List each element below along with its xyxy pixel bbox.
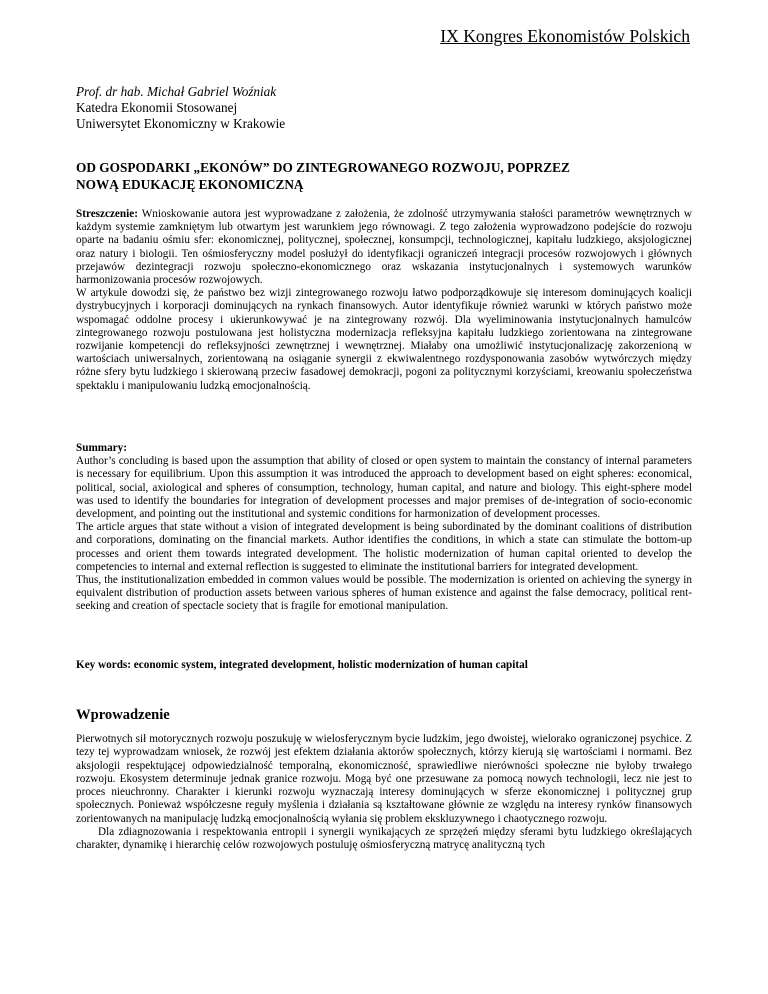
summary-label: Summary: [76, 442, 127, 454]
abstract-label: Streszczenie: [76, 208, 138, 220]
section-body [76, 733, 692, 853]
section-heading: Wprowadzenie [76, 707, 170, 723]
paper-title-line-1: OD GOSPODARKI „EKONÓW” DO ZINTEGROWANEGO ROZWOJU, POPRZEZ [76, 160, 570, 175]
congress-header: IX Kongres Ekonomistów Polskich [440, 26, 690, 46]
summary-paragraph-1: Author’s concluding is based upon the assumption that ability of closed or open system to maintain the constancy of internal parameters is necessary for equilibrium. Upon this assumption it was introduced the approach to development based on eight spheres: economical, political, social, axiological and spheres of consumption, technology, human capital, and nature and biology. This eight-sphere model was used to identify the boundaries for integration of development processes and major premises of de-integration of socio-economic development, and pointing out the institutional and systemic conditions for harmonization of development processes. [76, 455, 692, 521]
paper-title [76, 160, 696, 193]
author-department: Katedra Ekonomii Stosowanej [76, 100, 238, 115]
abstract-paragraph-1: Wnioskowanie autora jest wyprowadzane z założenia, że zdolność utrzymywania stałości parametrów wewnętrznych w każdym systemie zamkniętym lub otwartym jest warunkiem jego równowagi. Z tego założenia wyprowadzono podejście do rozwoju oparte na badaniu ośmiu sfer: ekonomicznej, politycznej, społecznej, konsumpcji, technologicznej, kapitału ludzkiego, aksjologicznej oraz natury i biologii. Ten ośmiosferyczny model posłużył do identyfikacji ograniczeń integracji procesów rozwojowych i głównych przejawów dezintegracji rozwoju społeczno-ekonomicznego oraz wskazania instytucjonalnych i systemowych warunków harmonizowania procesów rozwojowych. [76, 208, 692, 287]
author-name: Prof. dr hab. Michał Gabriel Woźniak [76, 84, 277, 99]
paper-title-line-2: NOWĄ EDUKACJĘ EKONOMICZNĄ [76, 176, 304, 192]
body-paragraph-1: Pierwotnych sił motorycznych rozwoju poszukuję w wielosferycznym bycie ludzkim, jego dwoistej, wielorako ograniczonej psychice. Z tezy tej wyprowadzam wniosek, że rozwój jest efektem działania aktorów społecznych, którzy kierują się wartościami i normami. Bez aksjologii respektującej odpowiedzialność temporalną, ekonomiczność, sprawiedliwe nierówności społeczne nie byłoby trwałego rozwoju. Ekosystem determinuje jednak granice rozwoju. Mogą być one przesuwane za pomocą nowych technologii, lecz nie jest to proces nieuchronny. Charakter i kierunki rozwoju wyznaczają interesy dominujących w sferze ekonomicznej i politycznej grup społecznych. Ponieważ współczesne reguły myślenia i działania są kształtowane głównie ze względu na interesy rynków finansowych zorientowanych na manipulację ludzką emocjonalnością wyłania się problem ekskluzywnego i chaotycznego rozwoju. [76, 733, 692, 825]
abstract-english [76, 442, 692, 614]
body-paragraph-2: Dla zdiagnozowania i respektowania entropii i synergii wynikających ze sprzężeń między sferami bytu ludzkiego określających charakter, dynamikę i hierarchię celów rozwojowych postuluję ośmiosferyczną matrycę analityczną tych [76, 826, 692, 852]
summary-paragraph-3: Thus, the institutionalization embedded in common values would be possible. The modernization is oriented on achieving the synergy in equivalent distribution of production assets between various spheres of human existence and against the false democracy, political rent-seeking and creation of spectacle society that is fragile for emotional manipulation. [76, 574, 692, 613]
author-university: Uniwersytet Ekonomiczny w Krakowie [76, 116, 286, 131]
abstract-paragraph-2: W artykule dowodzi się, że państwo bez wizji zintegrowanego rozwoju łatwo podporządkowuje się interesom dominujących koalicji dystrybucyjnych i korporacji dominujących na rynkach finansowych. Autor identyfikuje również warunki w których państwo może wspomagać oddolne procesy i ukierunkowywać je na zintegrowany rozwój. Dla wyeliminowania instytucjonalnych hamulców zintegrowanego rozwoju postulowana jest holistyczna modernizacja refleksyjna kapitału ludzkiego zorientowana na zintegrowane rozwijanie kompetencji do refleksyjności zewnętrznej i wewnętrznej. Miałaby ona umożliwić instytucjonalizację zakorzenioną w wartościach uniwersalnych, zorientowaną na osiąganie synergii z ekwiwalentnego rozdysponowania zasobów wytwórczych między różne sfery bytu ludzkiego i skierowaną przeciw fasadowej demokracji, pogoni za politycznymi korzyściami, kreowaniu społeczeństwa spektaklu i manipulowaniu ludzką emocjonalnością. [76, 287, 692, 392]
summary-paragraph-2: The article argues that state without a vision of integrated development is being subordinated by the dominant coalitions of distribution and corporations, dominating on the financial markets. Author identifies the conditions, in which a state can stimulate the bottom-up processes and orient them towards integrated development. The holistic modernization of human capital oriented to develop the competencies to internal and external reflection is suggested to eliminate the institutional barriers for integrated development. [76, 521, 692, 573]
keywords: Key words: economic system, integrated development, holistic modernization of human capital [76, 659, 528, 671]
author-block [76, 84, 285, 132]
abstract-polish [76, 208, 692, 393]
